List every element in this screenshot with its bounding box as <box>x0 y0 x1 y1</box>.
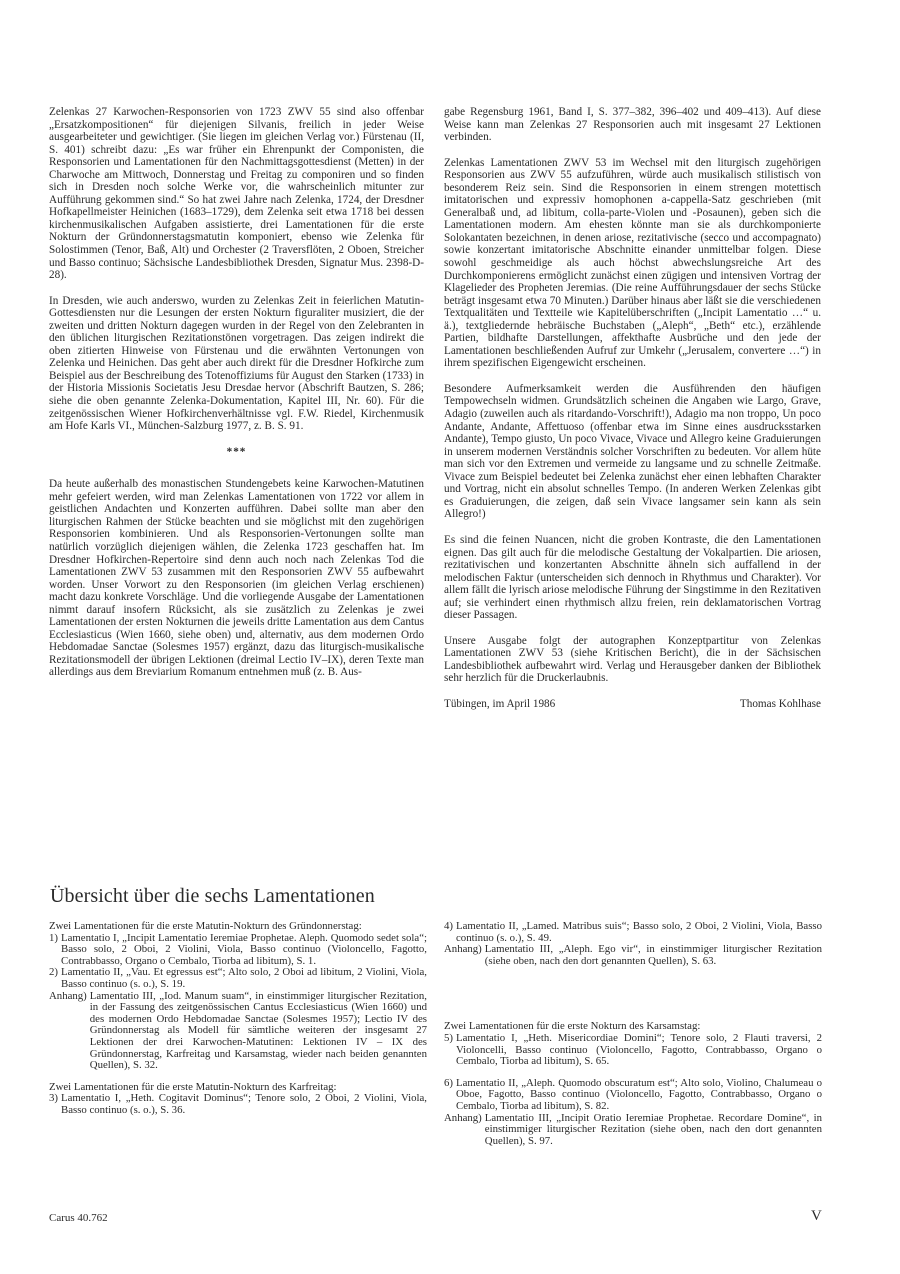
item-number: 6) <box>444 1076 453 1089</box>
paragraph: Unsere Ausgabe folgt der autographen Konzeptpartitur von Zelenkas Lamentationen ZWV 53 (siehe Kritischen Bericht), die in der Sächsischen Landesbibliothek aufbewahrt wird. Verlag und Herausgeber danken der Bibliothek sehr herzlich für die Druckerlaubnis. <box>444 634 821 685</box>
item-text: Lamentatio II, „Aleph. Quomodo obscuratum est“; Alto solo, Violino, Chalumeau o Oboe, Fagotto, Basso continuo (Violoncello, Fagotto, Contrabbasso, Organo o Cembalo, Tiorba ad libitum), S. 82. <box>456 1076 822 1112</box>
item-text: Lamentatio II, „Lamed. Matribus suis“; Basso solo, 2 Oboi, 2 Violini, Viola, Basso continuo (s. o.), S. 49. <box>456 920 822 944</box>
item-text: Lamentatio III, „Iod. Manum suam“, in einstimmiger liturgischer Rezitation, in der Fassung des zeitgenössischen Cantus Ecclesiasticus (Wien 1660) und des modernen Ordo Hebdomadae Sanctae (Solesmes 1957); Lectio IV des Gründonnerstag als Modell für sämtliche weiteren der insgesamt 27 Lektionen der drei Karwochen-Matutinen: Lektionen IV – IX des Gründonnerstag, Karfreitag und Karsamstag, wieder nach beiden genannten Quellen), S. 32. <box>89 989 427 1072</box>
list-item <box>444 1033 822 1068</box>
item-number: 1) <box>49 931 58 944</box>
section-separator: *** <box>226 445 247 458</box>
list-item <box>49 933 427 968</box>
publisher-reference: Carus 40.762 <box>49 1212 108 1224</box>
author-name: Thomas Kohlhase <box>739 697 821 710</box>
place-date: Tübingen, im April 1986 <box>444 697 556 710</box>
list-item <box>444 921 822 944</box>
list-item <box>444 1113 822 1148</box>
item-text: Lamentatio II, „Vau. Et egressus est“; Alto solo, 2 Oboi ad libitum, 2 Violini, Viola, Basso continuo (s. o.), S. 19. <box>61 966 427 990</box>
item-text: Lamentatio III, „Incipit Oratio Ieremiae Prophetae. Recordare Domine“, in einstimmiger liturgischer Rezitation (siehe oben, nach den dort genannten Quellen), S. 97. <box>484 1111 822 1147</box>
list-item <box>49 991 427 1072</box>
paragraph: Zelenkas 27 Karwochen-Responsorien von 1723 ZWV 55 sind also offenbar „Ersatzkompositionen“ für diejenigen Silvanis, freilich in jeder Weise ausgearbeiteter und gewichtiger. (Sie liegen im gleichen Verlag vor.) Fürstenau (II, S. 401) schreibt dazu: „Es war früher ein Ehrenpunkt der Componisten, die Responsorien und Lamentationen für den Nachmittagsgottesdienst (Metten) in der Charwoche am Mittwoch, Donnerstag und Freitag zu componiren und so finden sich in Dresden noch solche Werke vor, die wahrscheinlich mitunter zur Aufführung gekommen sind.“ So hat zwei Jahre nach Zelenka, 1724, der Dresdner Hofkapellmeister Heinichen (1683–1729), dem Zelenka seit etwa 1718 bei dessen kirchenmusikalischen Aufgaben assistierte, drei Lamentationen für die erste Nokturn der Gründonnerstagsmatutin komponiert, ebenso wie Zelenka für Solostimmen (Tenor, Baß, Alt) und Orchester (2 Traversflöten, 2 Oboen, Streicher und Basso continuo; Sächsische Landesbibliothek Dresden, Signatur Mus. 2398-D-28). <box>49 106 424 282</box>
list-item <box>49 967 427 990</box>
text-column-right <box>444 106 821 711</box>
list-item <box>444 1078 822 1113</box>
item-number: 5) <box>444 1031 453 1044</box>
group-header: Zwei Lamentationen für die erste Nokturn des Karsamstag: <box>444 1020 701 1033</box>
item-text: Lamentatio I, „Heth. Misericordiae Domini“; Tenore solo, 2 Flauti traversi, 2 Violoncelli, Basso continuo (Violoncello, Fagotto, Contrabbasso, Organo o Cembalo, Tiorba ad libitum), S. 65. <box>456 1031 822 1068</box>
overview-column-right <box>444 921 822 1147</box>
paragraph: Besondere Aufmerksamkeit werden die Ausführenden den häufigen Tempowechseln widmen. Grundsätzlich scheinen die Angaben wie Largo, Grave, Adagio (zuweilen auch als ritardando-Vorschrift!), Adagio ma non troppo, Un poco Andante, Andante, Affettuoso (offenbar etwa im Sinne eines ausdrucksstarken Andante), Tempo giusto, Un poco Vivace, Vivace und Allegro keine Graduierungen in unserem modernen Verständnis solcher Vorschriften zu bedeuten. Vor allem hüte man sich vor den Extremen und vermeide zu langsame und zu schnelle Zeitmaße. Vivace zum Beispiel bedeutet bei Zelenka zunächst eher einen lebhaften Charakter und Vortrag, nicht ein absolut schnelles Tempo. (In anderen Werken Zelenkas gibt es Graduierungen, die zeigen, daß sein Vivace langsamer sein kann als sein Allegro!) <box>444 382 821 521</box>
item-number: Anhang) <box>49 989 87 1002</box>
item-text: Lamentatio III, „Aleph. Ego vir“, in einstimmiger liturgischer Rezitation (siehe oben, nach den dort genannten Quellen), S. 63. <box>484 943 822 967</box>
item-text: Lamentatio I, „Heth. Cogitavit Dominus“; Tenore solo, 2 Oboi, 2 Violini, Viola, Basso continuo (s. o.), S. 36. <box>61 1092 427 1116</box>
overview-column-left <box>49 921 427 1117</box>
item-number: Anhang) <box>444 1111 482 1124</box>
list-item <box>444 944 822 967</box>
item-text: Lamentatio I, „Incipit Lamentatio Ieremiae Prophetae. Aleph. Quomodo sedet sola“; Basso solo, 2 Oboi, 2 Violini, Viola, Basso continuo (Violoncello, Fagotto, Contrabbasso, Organo o Cembalo, Tiorba ad libitum), S. 1. <box>61 931 427 967</box>
paragraph: Zelenkas Lamentationen ZWV 53 im Wechsel mit den liturgisch zugehörigen Responsorien aus ZWV 55 aufzuführen, würde auch musikalisch stilistisch von besonderem Reiz sein. Sind die Responsorien in einem strengen motettisch imitatorischen und expressiv homophonen a-cappella-Satz geschrieben (mit Generalbaß und, ad libitum, colla-parte-Violen und -Posaunen), geben sich die Lamentationen modern. Am ehesten könnte man sie als durchkomponierte Solokantaten bezeichnen, in denen ariose, rezitativische (secco und accompagnato) sowie konzertant imitatorische Abschnitte einander unmittelbar folgen. Diese sowohl geschmeidige als auch höchst abwechslungsreiche Art des Durchkomponierens ermöglicht zunächst einen zügigen und intensiven Vortrag der Klagelieder des Propheten Jeremias. (Die reine Aufführungsdauer der sechs Stücke beträgt insgesamt etwa 70 Minuten.) Darüber hinaus aber läßt sie die verschiedenen Textqualitäten und Textteile wie Kapitelüberschriften („Incipit Lamentatio …“ u. ä.), textgliedernde hebräische Buchstaben („Aleph“, „Beth“ etc.), erzählende Partien, bildhafte Darstellungen, affekthafte Ausbrüche und den jede der Lamentationen beschließenden Aufruf zur Umkehr („Jerusalem, convertere …“) in ihrem spezifischen Eigengewicht erscheinen. <box>444 156 821 370</box>
item-number: 2) <box>49 966 58 979</box>
paragraph: gabe Regensburg 1961, Band I, S. 377–382, 396–402 und 409–413). Auf diese Weise kann man Zelenkas 27 Responsorien auch mit insgesamt 27 Lektionen verbinden. <box>444 106 821 144</box>
text-column-left <box>49 106 424 692</box>
paragraph: Da heute außerhalb des monastischen Stundengebets keine Karwochen-Matutinen mehr gefeiert werden, wird man Zelenkas Lamentationen von 1722 vor allem in geistlichen Andachten und Konzerten aufführen. Dabei sollte man aber den liturgischen Rahmen der Stücke beachten und sie möglichst mit den zugehörigen Responsorien kombinieren. Und als Responsorien-Vertonungen sollte man natürlich vorzüglich diejenigen wählen, die Zelenka 1723 geschaffen hat. Im Dresdner Hofkirchen-Repertoire sind denn auch noch nach Zelenkas Tod die Lamentationen ZWV 53 zusammen mit den Responsorien ZWV 55 aufbewahrt worden. Unser Vorwort zu den Responsorien (im gleichen Verlag erschienen) macht dazu konkrete Vorschläge. Und die vorliegende Ausgabe der Lamentationen nimmt darauf insofern Rücksicht, als sie zusätzlich zu Zelenkas je zwei Lamentationen der ersten Nokturnen die jeweils dritte Lamentation aus dem Cantus Ecclesiasticus (Wien 1660, siehe oben) und, alternativ, aus dem modernen Ordo Hebdomadae Sanctae (Solesmes 1957) ergänzt, dazu das liturgisch-musikalische Rezitationsmodell der übrigen Lektionen (dreimal Lectio IV–IX), deren Texte man allerdings aus dem Breviarium Romanum entnehmen muß (z. B. Aus- <box>49 478 424 679</box>
group-header: Zwei Lamentationen für die erste Matutin-Nokturn des Karfreitag: <box>49 1080 337 1093</box>
paragraph: In Dresden, wie auch anderswo, wurden zu Zelenkas Zeit in feierlichen Matutin-Gottesdiensten nur die Lesungen der ersten Nokturn figuraliter musiziert, die der zweiten und dritten Nokturn dagegen wurden in der Regel von den Zelebranten in den üblichen liturgischen Rezitationstönen vorgetragen. Das zeigen indirekt die oben zitierten Hinweise von Fürstenau und die erwähnten Vertonungen von Zelenka und Heinichen. Das geht aber auch direkt für die Dresdner Hofkirche zum Beispiel aus der Beschreibung des Totenoffiziums für August den Starken (1733) in der Historia Missionis Societatis Jesu Dresdae hervor (Abschrift Bautzen, S. 286; siehe die oben genannte Zelenka-Dokumentation, Kapitel III, Nr. 60). Für die zeitgenössischen Wiener Hofkirchenverhältnisse vgl. F.W. Riedel, Kirchenmusik am Hofe Karls VI., München-Salzburg 1977, z. B. S. 91. <box>49 294 424 433</box>
item-number: 4) <box>444 920 453 932</box>
item-number: Anhang) <box>444 943 482 956</box>
paragraph: Es sind die feinen Nuancen, nicht die groben Kontraste, die den Lamentationen eignen. Das gilt auch für die melodische Gestaltung der Vokalpartien. Die ariosen, rezitativischen und konzertanten Abschnitte ähneln sich auffallend in der melodischen Faktur (unterscheiden sich dennoch in Rhythmus und Charakter). Vor allem fällt die lyrisch ariose melodische Führung der Singstimme in den Rezitativen auf; sie verhindert einen rhythmisch allzu freien, rein deklamatorischen Vortrag dieser Passagen. <box>444 533 821 622</box>
section-title: Übersicht über die sechs Lamentationen <box>50 885 375 907</box>
group-header: Zwei Lamentationen für die erste Matutin-Nokturn des Gründonnerstag: <box>49 920 362 932</box>
signature-line <box>444 698 821 711</box>
page-number: V <box>811 1208 822 1224</box>
item-number: 3) <box>49 1092 58 1105</box>
list-item <box>49 1093 427 1116</box>
